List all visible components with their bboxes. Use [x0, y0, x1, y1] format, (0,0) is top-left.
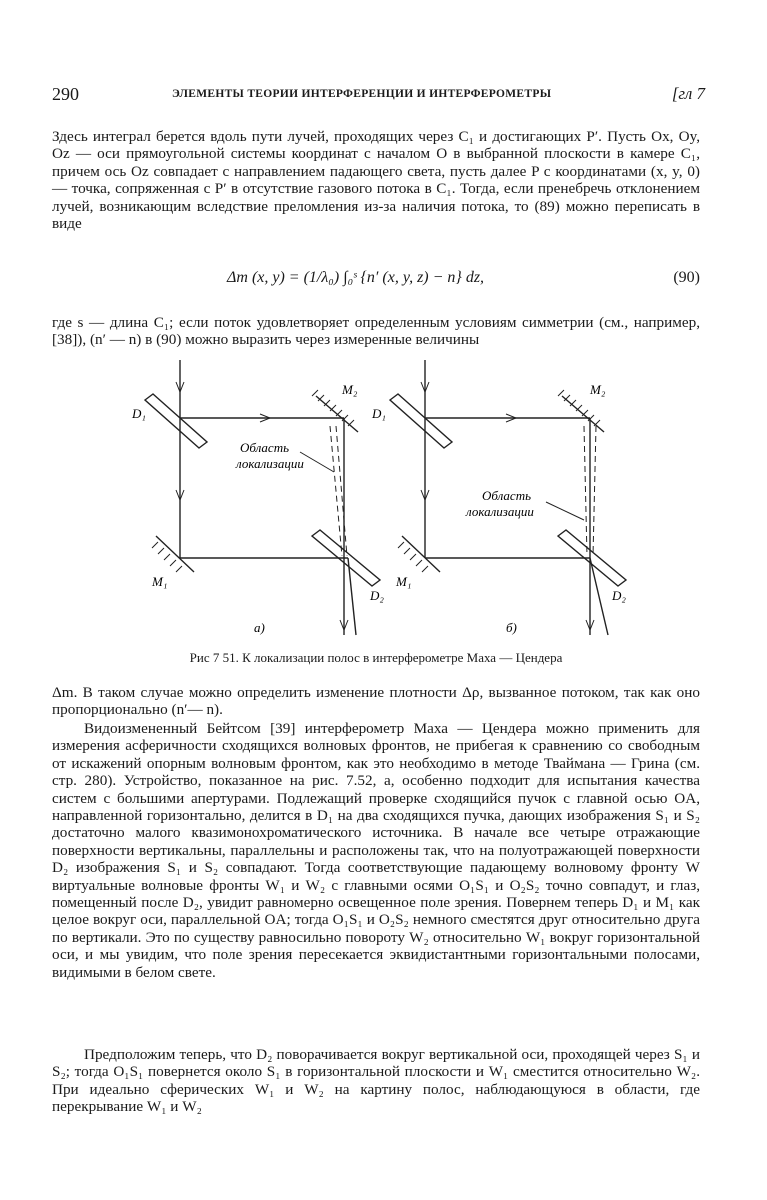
right-region-leader: [546, 502, 584, 520]
figure-mach-zehnder: [90, 360, 650, 645]
equation-number: (90): [673, 269, 700, 286]
left-dashed-ray-2: [336, 426, 347, 556]
chapter-marker: [гл 7: [671, 84, 705, 103]
left-region-line1: Область: [240, 440, 290, 455]
left-label-m1: M₁: [152, 574, 168, 589]
left-dashed-ray-1: [330, 426, 342, 556]
right-dashed-ray-2: [593, 426, 596, 556]
paragraph-4: [52, 720, 700, 981]
left-sub-label: а): [254, 620, 265, 635]
page-number: 290: [52, 84, 79, 104]
paragraph-1: [52, 128, 700, 232]
paragraph-5: [52, 1046, 700, 1116]
paragraph-3-text: Δm. В таком случае можно определить изменение плотности Δρ, вызванное потоком, так как оно пропорционально (n′— n).: [52, 684, 700, 719]
right-region-line1: Область: [482, 488, 532, 503]
left-region-line2: локализации: [236, 456, 304, 471]
paragraph-4-text: Видоизмененный Бейтсом [39] интерферометр Маха — Цендера можно применить для измерения асферичности сходящихся волновых фронтов, не прибегая к сравнению со свободным от искажений опорным волновым фронтом, как это необходимо в методе Тваймана — Грина (см. стр. 280). Устройство, показанное на рис. 7.52, а, особенно подходит для испытания качества систем с большими апертурами. Подлежащий проверке сходящийся пучок с главной осью OA, направленной горизонтально, делится в D₁ на два сходящихся пучка, дающих изображения S₁ и S₂ достаточно малого квазимонохроматического источника. В начале все четыре отражающие поверхности вертикальны, параллельны и расположены так, что на полуотражающей поверхности D₂ изображения S₁ и S₂ совпадают. Тогда соответствующие падающему волновому фронту W виртуальные волновые фронты W₁ и W₂ с главными осями O₁S₁ и O₂S₂ точно совпадут, и глаз, помещенный после D₂, увидит равномерно освещенное поле зрения. Повернем теперь D₁ и M₁ как целое вокруг оси, параллельной OA; тогда O₁S₁ и O₂S₂ немного сместятся друг относительно друга по вертикали. Это по существу равносильно повороту W₂ относительно W₁ вокруг горизонтальной оси, и мы увидим, что поле зрения пересекается эквидистантными горизонтальными полосами, видимыми в белом свете.: [52, 720, 700, 981]
right-label-m1: M₁: [396, 574, 412, 589]
left-label-d1: D₁: [132, 406, 146, 421]
figure-caption: Рис 7 51. К локализации полос в интерферометре Маха — Цендера: [189, 650, 563, 665]
left-region-leader: [300, 452, 334, 472]
left-label-m2: M₂: [342, 382, 358, 397]
right-dashed-ray-1: [584, 426, 587, 556]
left-label-d2: D₂: [370, 588, 384, 603]
paragraph-3: [52, 684, 700, 719]
left-m1-mirror: [156, 536, 194, 572]
left-m2-mirror: [316, 396, 358, 432]
right-m2-mirror: [562, 396, 604, 432]
right-m1-mirror: [402, 536, 440, 572]
running-header: [52, 84, 705, 106]
paragraph-2: [52, 314, 700, 349]
right-region-line2: локализации: [466, 504, 534, 519]
paragraph-2-text: где s — длина C₁; если поток удовлетворяет определенным условиям симметрии (см., например, [38]), (n′ — n) в (90) можно выразить через измеренные величины: [52, 314, 700, 349]
right-label-m2: M₂: [590, 382, 606, 397]
right-sub-label: б): [506, 620, 517, 635]
paragraph-5-text: Предположим теперь, что D₂ поворачивается вокруг вертикальной оси, проходящей через S₁ и S₂; тогда O₁S₁ повернется около S₁ в горизонтальной плоскости и W₁ сместится относительно W₂. При идеально сферических W₁ и W₂ на картину полос, наблюдающуюся в области, где перекрывание W₁ и W₂: [52, 1046, 700, 1116]
left-d1-plate: [145, 394, 207, 448]
right-d1-plate: [390, 394, 452, 448]
right-label-d2: D₂: [612, 588, 626, 603]
right-label-d1: D₁: [372, 406, 386, 421]
equation-90: [52, 255, 700, 305]
equation-body: Δm (x, y) = (1/λ₀) ∫₀ˢ {n′ (x, y, z) − n} dz,: [227, 269, 485, 286]
paragraph-1-text: Здесь интеграл берется вдоль пути лучей, проходящих через C₁ и достигающих P′. Пусть Ox, Oy, Oz — оси прямоугольной системы координат с началом O в выбранной плоскости в камере C₁, причем ось Oz совпадает с направлением падающего света, пусть далее P с координатами (x, y, 0) — точка, сопряженная с P′ в отсутствие газового потока в C₁. Тогда, если пренебречь отклонением лучей, возникающим вследствие преломления из-за наличия потока, то (89) можно переписать в виде: [52, 128, 700, 233]
running-title: ЭЛЕМЕНТЫ ТЕОРИИ ИНТЕРФЕРЕНЦИИ И ИНТЕРФЕРОМЕТРЫ: [172, 88, 552, 100]
